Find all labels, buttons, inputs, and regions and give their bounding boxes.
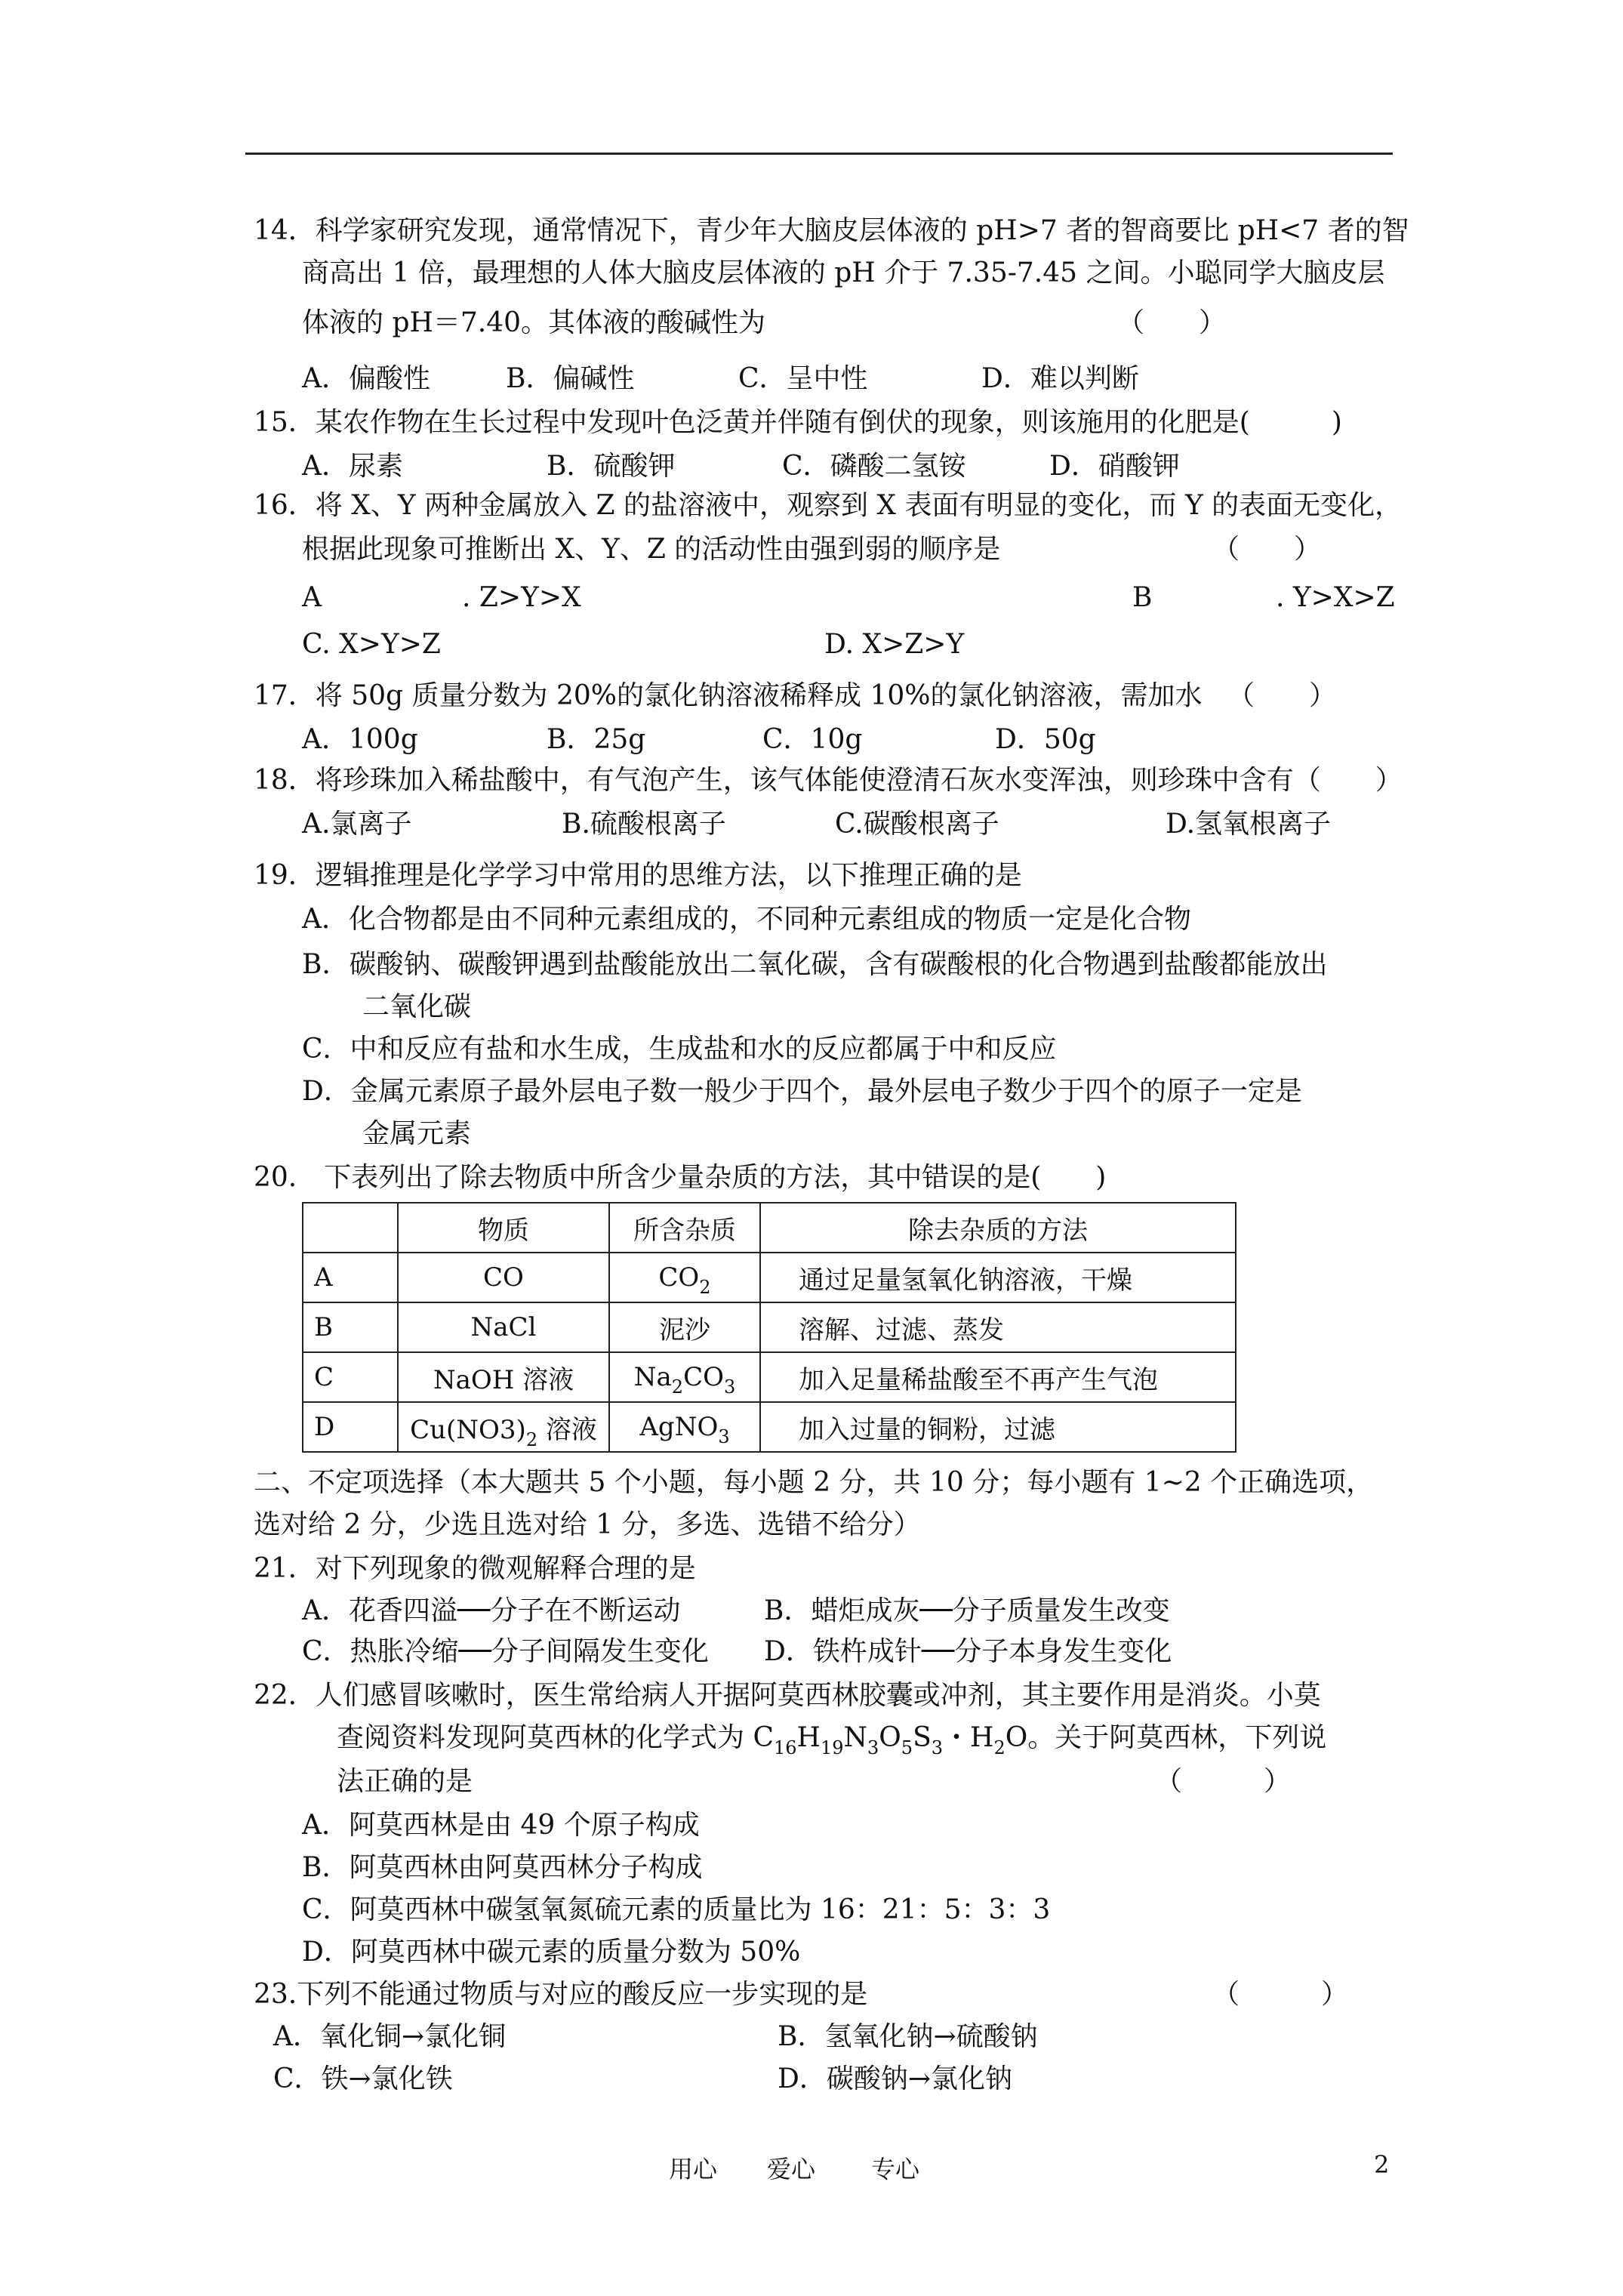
q22-option-b: B．阿莫西林由阿莫西林分子构成 bbox=[302, 1852, 703, 1883]
footer-text-2: 爱心 bbox=[767, 2155, 816, 2184]
q14-option-a: A．偏酸性 bbox=[302, 363, 430, 394]
table-header-cell bbox=[303, 1203, 398, 1253]
method-cell: 加入过量的铜粉，过滤 bbox=[760, 1402, 1236, 1452]
table-row bbox=[303, 1302, 1236, 1352]
q21-option-c: C．热胀冷缩──分子间隔发生变化 bbox=[302, 1636, 709, 1667]
q17-line1: 17．将 50g 质量分数为 20%的氯化钠溶液稀释成 10%的氯化钠溶液，需加水 bbox=[254, 680, 1203, 711]
q21-option-b: B．蜡炬成灰──分子质量发生改变 bbox=[764, 1595, 1170, 1626]
section2-line1: 二、不定项选择（本大题共 5 个小题，每小题 2 分，共 10 分；每小题有 1~2 个正确选项， bbox=[254, 1467, 1374, 1498]
substance-cell: NaCl bbox=[398, 1302, 609, 1352]
q17-option-d: D．50g bbox=[995, 724, 1096, 755]
q18-option-d: D.氢氧根离子 bbox=[1166, 809, 1332, 840]
q22-option-d: D．阿莫西林中碳元素的质量分数为 50% bbox=[302, 1937, 801, 1968]
q14-answer-paren: （ ） bbox=[1117, 307, 1227, 338]
q14-option-d: D．难以判断 bbox=[981, 363, 1139, 394]
method-cell: 加入足量稀盐酸至不再产生气泡 bbox=[760, 1352, 1236, 1402]
q18-option-b: B.硫酸根离子 bbox=[562, 809, 726, 840]
q14-option-c: C．呈中性 bbox=[738, 363, 868, 394]
q20-line1: 20. 下表列出了除去物质中所含少量杂质的方法，其中错误的是( ) bbox=[254, 1162, 1107, 1193]
impurity-cell: AgNO$_3$ bbox=[609, 1402, 760, 1452]
q16-option-a-text: . Z>Y>X bbox=[462, 582, 581, 613]
q23-line1: 23.下列不能通过物质与对应的酸反应一步实现的是 bbox=[254, 1979, 868, 2010]
q21-option-a: A．花香四溢──分子在不断运动 bbox=[302, 1595, 681, 1626]
method-cell: 通过足量氢氧化钠溶液，干燥 bbox=[760, 1253, 1236, 1302]
table-header-cell: 物质 bbox=[398, 1203, 609, 1253]
q17-option-a: A．100g bbox=[302, 724, 418, 755]
footer-text-1: 用心 bbox=[669, 2155, 718, 2184]
q19-option-c: C．中和反应有盐和水生成，生成盐和水的反应都属于中和反应 bbox=[302, 1034, 1057, 1065]
table-header-cell: 除去杂质的方法 bbox=[760, 1203, 1236, 1253]
q22-line3: 法正确的是 bbox=[337, 1766, 473, 1797]
impurity-table bbox=[302, 1202, 1236, 1453]
q18-option-a: A.氯离子 bbox=[302, 809, 412, 840]
q15-option-d: D．硝酸钾 bbox=[1049, 451, 1180, 482]
q22-option-a: A．阿莫西林是由 49 个原子构成 bbox=[302, 1810, 700, 1841]
q14-line3: 体液的 pH＝7.40。其体液的酸碱性为 bbox=[302, 307, 766, 338]
q21-line1: 21．对下列现象的微观解释合理的是 bbox=[254, 1553, 696, 1584]
q22-answer-paren: （ ） bbox=[1155, 1766, 1292, 1797]
q16-answer-paren: （ ） bbox=[1212, 534, 1322, 565]
q16-option-b-text: . Y>X>Z bbox=[1276, 582, 1395, 613]
table-row bbox=[303, 1402, 1236, 1452]
q17-option-b: B．25g bbox=[547, 724, 646, 755]
q16-option-a-letter: A bbox=[302, 582, 322, 613]
q15-line1: 15．某农作物在生长过程中发现叶色泛黄并伴随有倒伏的现象，则该施用的化肥是( ) bbox=[254, 407, 1342, 438]
q19-option-d-line2: 金属元素 bbox=[362, 1118, 472, 1149]
page-number: 2 bbox=[1374, 2150, 1390, 2179]
row-label: C bbox=[303, 1352, 398, 1402]
row-label: A bbox=[303, 1253, 398, 1302]
table-row bbox=[303, 1253, 1236, 1302]
impurity-cell: $CO_2$ bbox=[609, 1253, 760, 1302]
q17-answer-paren: （ ） bbox=[1227, 680, 1337, 711]
q19-line1: 19．逻辑推理是化学学习中常用的思维方法，以下推理正确的是 bbox=[254, 860, 1022, 891]
q16-option-c: C. X>Y>Z bbox=[302, 629, 441, 660]
q18-line1: 18．将珍珠加入稀盐酸中，有气泡产生，该气体能使澄清石灰水变浑浊，则珍珠中含有（ ） bbox=[254, 765, 1403, 796]
substance-cell: NaOH 溶液 bbox=[398, 1352, 609, 1402]
substance-cell: CO bbox=[398, 1253, 609, 1302]
footer-text-3: 专心 bbox=[871, 2155, 920, 2184]
impurity-cell: 泥沙 bbox=[609, 1302, 760, 1352]
q19-option-b-line1: B．碳酸钠、碳酸钾遇到盐酸能放出二氧化碳，含有碳酸根的化合物遇到盐酸都能放出 bbox=[302, 949, 1328, 980]
q14-line2: 商高出 1 倍，最理想的人体大脑皮层体液的 pH 介于 7.35-7.45 之间。小聪同学大脑皮层 bbox=[302, 257, 1385, 288]
q15-option-c: C．磷酸二氢铵 bbox=[782, 451, 966, 482]
q22-line2: 查阅资料发现阿莫西林的化学式为 $C_{16}H_{19}N_3O_5S_3$・$H_2O$。关于阿莫西林，下列说 bbox=[337, 1722, 1327, 1758]
q22-line1: 22．人们感冒咳嗽时，医生常给病人开据阿莫西林胶囊或冲剂，其主要作用是消炎。小莫 bbox=[254, 1680, 1321, 1711]
q15-option-a: A．尿素 bbox=[302, 451, 403, 482]
impurity-cell: $Na_2CO_3$ bbox=[609, 1352, 760, 1402]
row-label: B bbox=[303, 1302, 398, 1352]
q19-option-b-line2: 二氧化碳 bbox=[362, 991, 472, 1022]
q23-answer-paren: （ ） bbox=[1212, 1979, 1349, 2010]
substance-cell: $Cu(NO3)_2$ 溶液 bbox=[398, 1402, 609, 1452]
q19-option-d-line1: D．金属元素原子最外层电子数一般少于四个，最外层电子数少于四个的原子一定是 bbox=[302, 1076, 1302, 1107]
method-cell: 溶解、过滤、蒸发 bbox=[760, 1302, 1236, 1352]
q14-option-b: B．偏碱性 bbox=[506, 363, 635, 394]
table-header-row bbox=[303, 1203, 1236, 1253]
q21-option-d: D．铁杵成针──分子本身发生变化 bbox=[764, 1636, 1172, 1667]
table-row bbox=[303, 1352, 1236, 1402]
q17-option-c: C．10g bbox=[762, 724, 863, 755]
row-label: D bbox=[303, 1402, 398, 1452]
header-rule bbox=[245, 153, 1393, 155]
q16-line1: 16．将 X、Y 两种金属放入 Z 的盐溶液中，观察到 X 表面有明显的变化，而 Y 的表面无变化， bbox=[254, 490, 1403, 521]
q23-option-d: D．碳酸钠→氯化钠 bbox=[778, 2063, 1013, 2094]
table-header-cell: 所含杂质 bbox=[609, 1203, 760, 1253]
q22-option-c: C．阿莫西林中碳氢氧氮硫元素的质量比为 16：21：5：3：3 bbox=[302, 1894, 1051, 1925]
section2-line2: 选对给 2 分，少选且选对给 1 分，多选、选错不给分） bbox=[254, 1509, 921, 1540]
q23-option-b: B．氢氧化钠→硫酸钠 bbox=[778, 2021, 1038, 2052]
q23-option-a: A．氧化铜→氯化铜 bbox=[273, 2021, 507, 2052]
q19-option-a: A．化合物都是由不同种元素组成的，不同种元素组成的物质一定是化合物 bbox=[302, 904, 1191, 935]
q16-option-b-letter: B bbox=[1132, 582, 1153, 613]
q18-option-c: C.碳酸根离子 bbox=[835, 809, 999, 840]
q15-option-b: B．硫酸钾 bbox=[547, 451, 676, 482]
q16-option-d: D. X>Z>Y bbox=[824, 629, 965, 660]
q23-option-c: C．铁→氯化铁 bbox=[273, 2063, 453, 2094]
q16-line2: 根据此现象可推断出 X、Y、Z 的活动性由强到弱的顺序是 bbox=[302, 534, 1001, 565]
q14-line1: 14．科学家研究发现，通常情况下，青少年大脑皮层体液的 pH>7 者的智商要比 pH<7 者的智 bbox=[254, 215, 1409, 246]
